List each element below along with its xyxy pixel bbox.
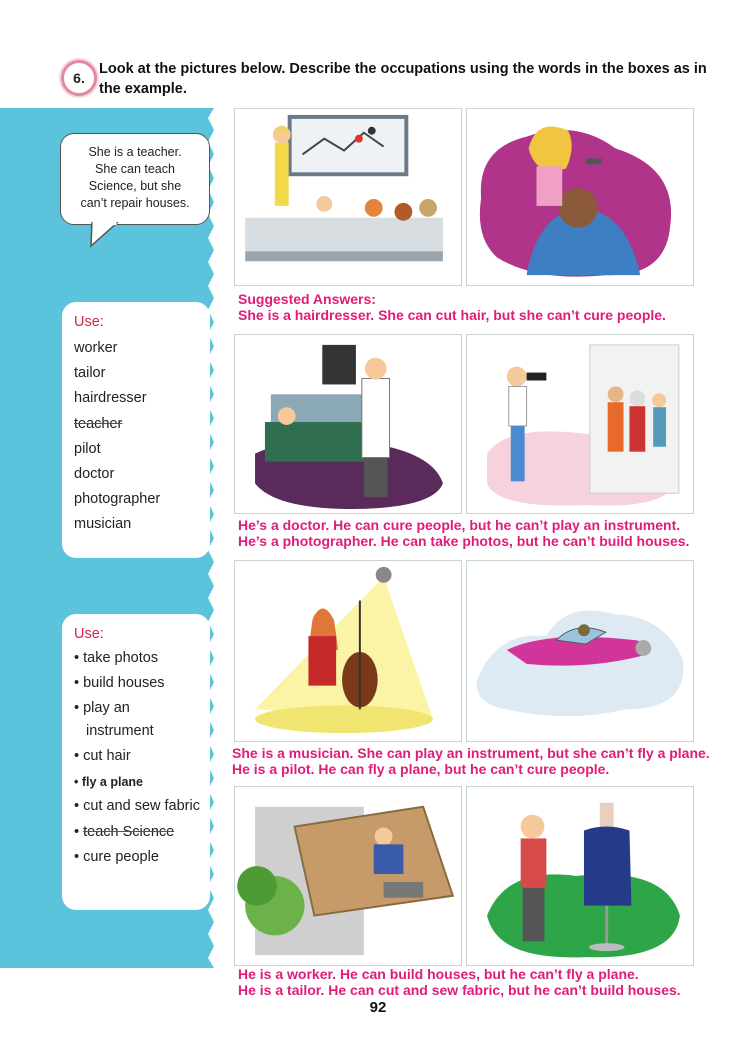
picture-teacher [234,108,462,286]
activity-item: • play an [74,700,130,716]
picture-tailor [466,786,694,966]
answers-heading: Suggested Answers: [238,291,376,307]
activity-item: • cure people [74,849,159,865]
occupation-item: photographer [74,491,161,508]
doctor-icon [235,335,461,513]
occupation-item: tailor [74,365,106,382]
occupation-item: doctor [74,466,115,483]
activity-item: • cut hair [74,748,131,764]
bubble-line: Science, but she [88,179,182,193]
picture-photographer [466,334,694,514]
picture-doctor [234,334,462,514]
occupations-box [62,302,210,558]
photographer-icon [467,335,693,513]
activity-item-handwritten: • fly a plane [74,775,143,789]
picture-hairdresser [466,108,694,286]
activity-item: • take photos [74,650,159,666]
answer-row2-a: He’s a doctor. He can cure people, but he can’t play an instrument. [238,517,681,533]
answer-row1: She is a hairdresser. She can cut hair, but she can’t cure people. [238,307,666,323]
pilot-icon [467,561,693,741]
picture-pilot [466,560,694,742]
answer-row4-b: He is a tailor. He can cut and sew fabric, but he can’t build houses. [238,982,681,998]
activity-item: • cut and sew fabric [74,798,200,814]
tailor-icon [467,787,693,965]
use-label: Use: [74,314,104,330]
answer-row3-a: She is a musician. She can play an instrument, but she can’t fly a plane. [232,745,710,761]
activity-item-crossed: • teach Science [74,824,175,840]
occupation-item: hairdresser [74,390,147,407]
teacher-icon [235,109,461,285]
page-number: 92 [369,999,387,1016]
exercise-number-badge [61,60,97,96]
answer-row3-b: He is a pilot. He can fly a plane, but he can’t cure people. [232,761,610,777]
bubble-line: can’t repair houses. [80,196,190,210]
bubble-line: She is a teacher. [88,145,182,159]
picture-musician [234,560,462,742]
crossed-text: teach Science [83,824,175,840]
activity-item-continuation: instrument [86,723,154,739]
activity-item: • build houses [74,675,165,691]
exercise-number: 6. [73,70,85,86]
exercise-instruction: Look at the pictures below. Describe the occupations using the words in the boxes as in the example. [99,61,707,97]
musician-icon [235,561,461,741]
occupation-item: pilot [74,440,101,457]
bubble-line: She can teach [95,162,175,176]
occupation-item: worker [74,340,118,356]
occupation-item: musician [74,516,132,533]
speech-bubble [60,133,210,225]
hairdresser-icon [467,109,693,285]
worker-icon [235,787,461,965]
use-label: Use: [74,626,104,642]
answer-row2-b: He’s a photographer. He can take photos, but he can’t build houses. [238,533,690,549]
occupation-item-crossed: teacher [74,415,123,432]
speech-bubble-tail [88,222,128,248]
activities-box [62,614,210,910]
answer-row4-a: He is a worker. He can build houses, but he can’t fly a plane. [238,966,639,982]
picture-worker [234,786,462,966]
